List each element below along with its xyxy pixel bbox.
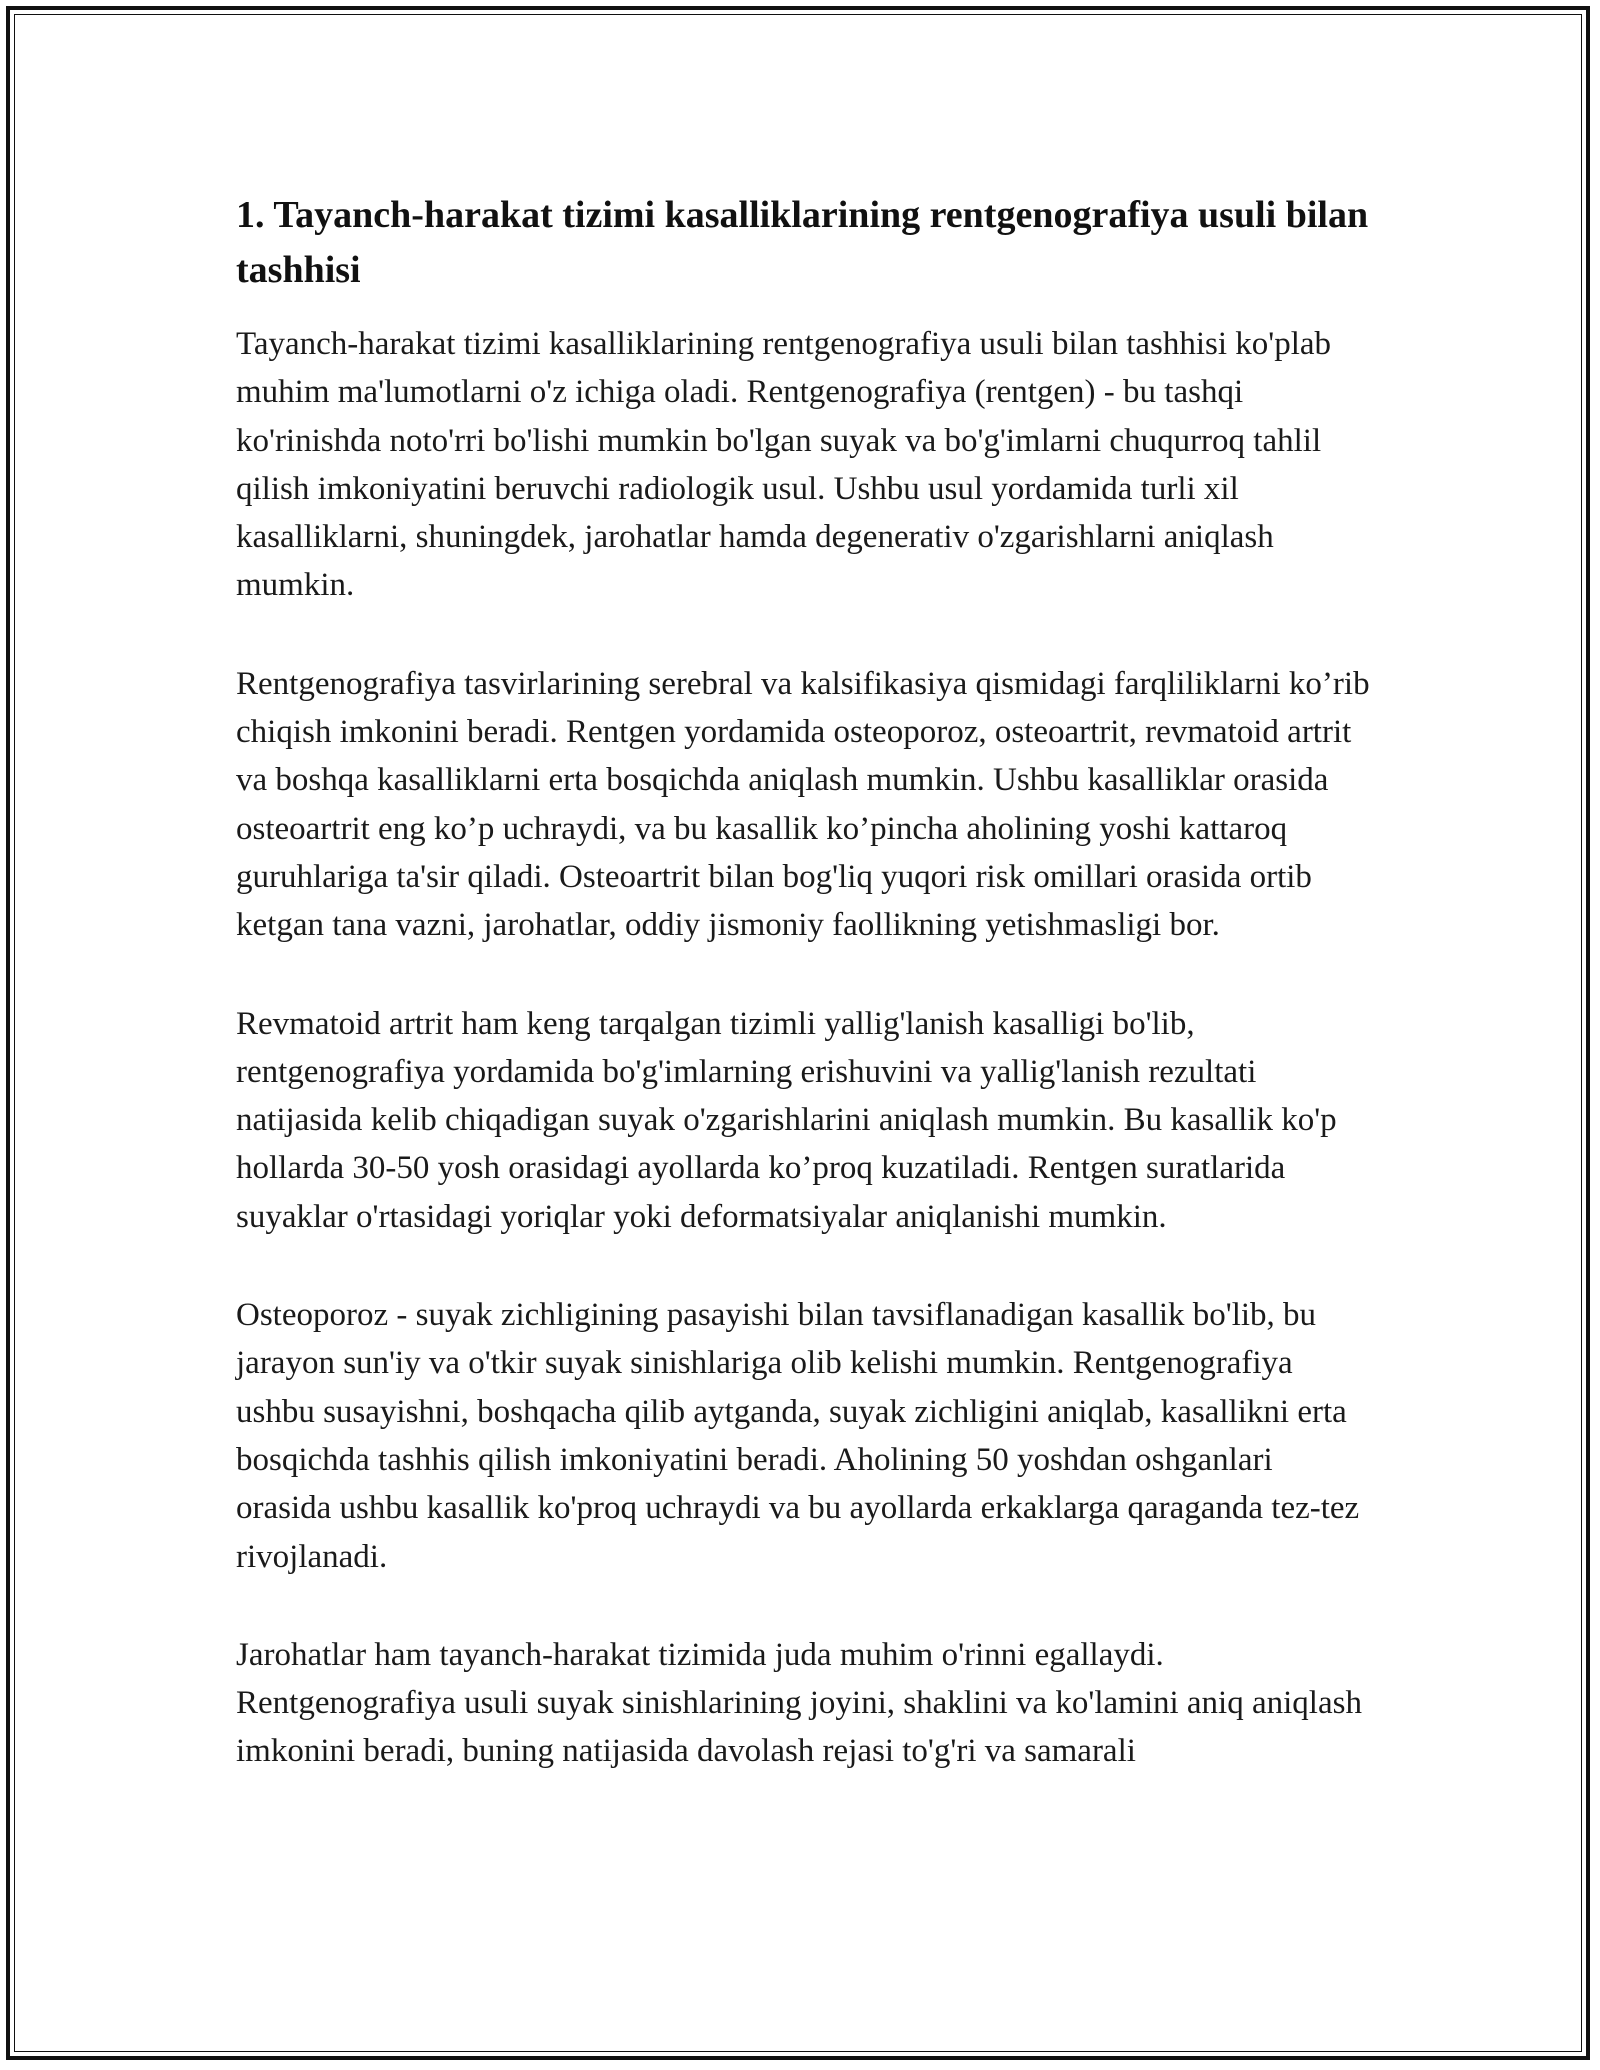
paragraph-intro: Tayanch-harakat tizimi kasalliklarining rentgenografiya usuli bilan tashhisi ko'plab muhim ma'lumotlarni o'z ichiga oladi. Rentgenografiya (rentgen) - bu tashqi ko'rinishda noto'rri bo'lishi mumkin bo'lgan suyak va bo'g'imlarni chuqurroq tahlil qilish imkoniyatini beruvchi radiologik usul. Ushbu usul yordamida turli xil kasalliklarni, shuningdek, jarohatlar hamda degenerativ o'zgarishlarni aniqlash mumkin. [236, 326, 1332, 604]
document-body [236, 188, 1376, 1776]
paragraph-osteoarthritis: Rentgenografiya tasvirlarining serebral va kalsifikasiya qismidagi farqliliklarni ko’rib chiqish imkonini beradi. Rentgen yordamida osteoporoz, osteoartrit, revmatoid artrit va boshqa kasalliklarni erta bosqichda aniqlash mumkin. Ushbu kasalliklar orasida osteoartrit eng ko’p uchraydi, va bu kasallik ko’pincha aholining yoshi kattaroq guruhlariga ta'sir qiladi. Osteoartrit bilan bog'liq yuqori risk omillari orasida ortib ketgan tana vazni, jarohatlar, oddiy jismoniy faollikning yetishmasligi bor. [236, 665, 1370, 944]
paragraph-injuries: Jarohatlar ham tayanch-harakat tizimida juda muhim o'rinni egallaydi. Rentgenografiya usuli suyak sinishlarining joyini, shaklini va ko'lamini aniq aniqlash imkonini beradi, buning natijasida davolash rejasi to'g'ri va samarali [236, 1636, 1362, 1770]
section-heading: 1. Tayanch-harakat tizimi kasalliklarining rentgenografiya usuli bilan tashhisi [236, 194, 1369, 291]
paragraph-osteoporosis: Osteoporoz - suyak zichligining pasayishi bilan tavsiflanadigan kasallik bo'lib, bu jarayon sun'iy va o'tkir suyak sinishlariga olib kelishi mumkin. Rentgenografiya ushbu susayishni, boshqacha qilib aytganda, suyak zichligini aniqlab, kasallikni erta bosqichda tashhis qilish imkoniyatini beradi. Aholining 50 yoshdan oshganlari orasida ushbu kasallik ko'proq uchraydi va bu ayollarda erkaklarga qaraganda tez-tez rivojlanadi. [236, 1297, 1360, 1575]
paragraph-rheumatoid-arthritis: Revmatoid artrit ham keng tarqalgan tizimli yallig'lanish kasalligi bo'lib, rentgenografiya yordamida bo'g'imlarning erishuvini va yallig'lanish rezultati natijasida kelib chiqadigan suyak o'zgarishlarini aniqlash mumkin. Bu kasallik ko'p hollarda 30-50 yosh orasidagi ayollarda ko’proq kuzatiladi. Rentgen suratlarida suyaklar o'rtasidagi yoriqlar yoki deformatsiyalar aniqlanishi mumkin. [236, 1005, 1337, 1235]
